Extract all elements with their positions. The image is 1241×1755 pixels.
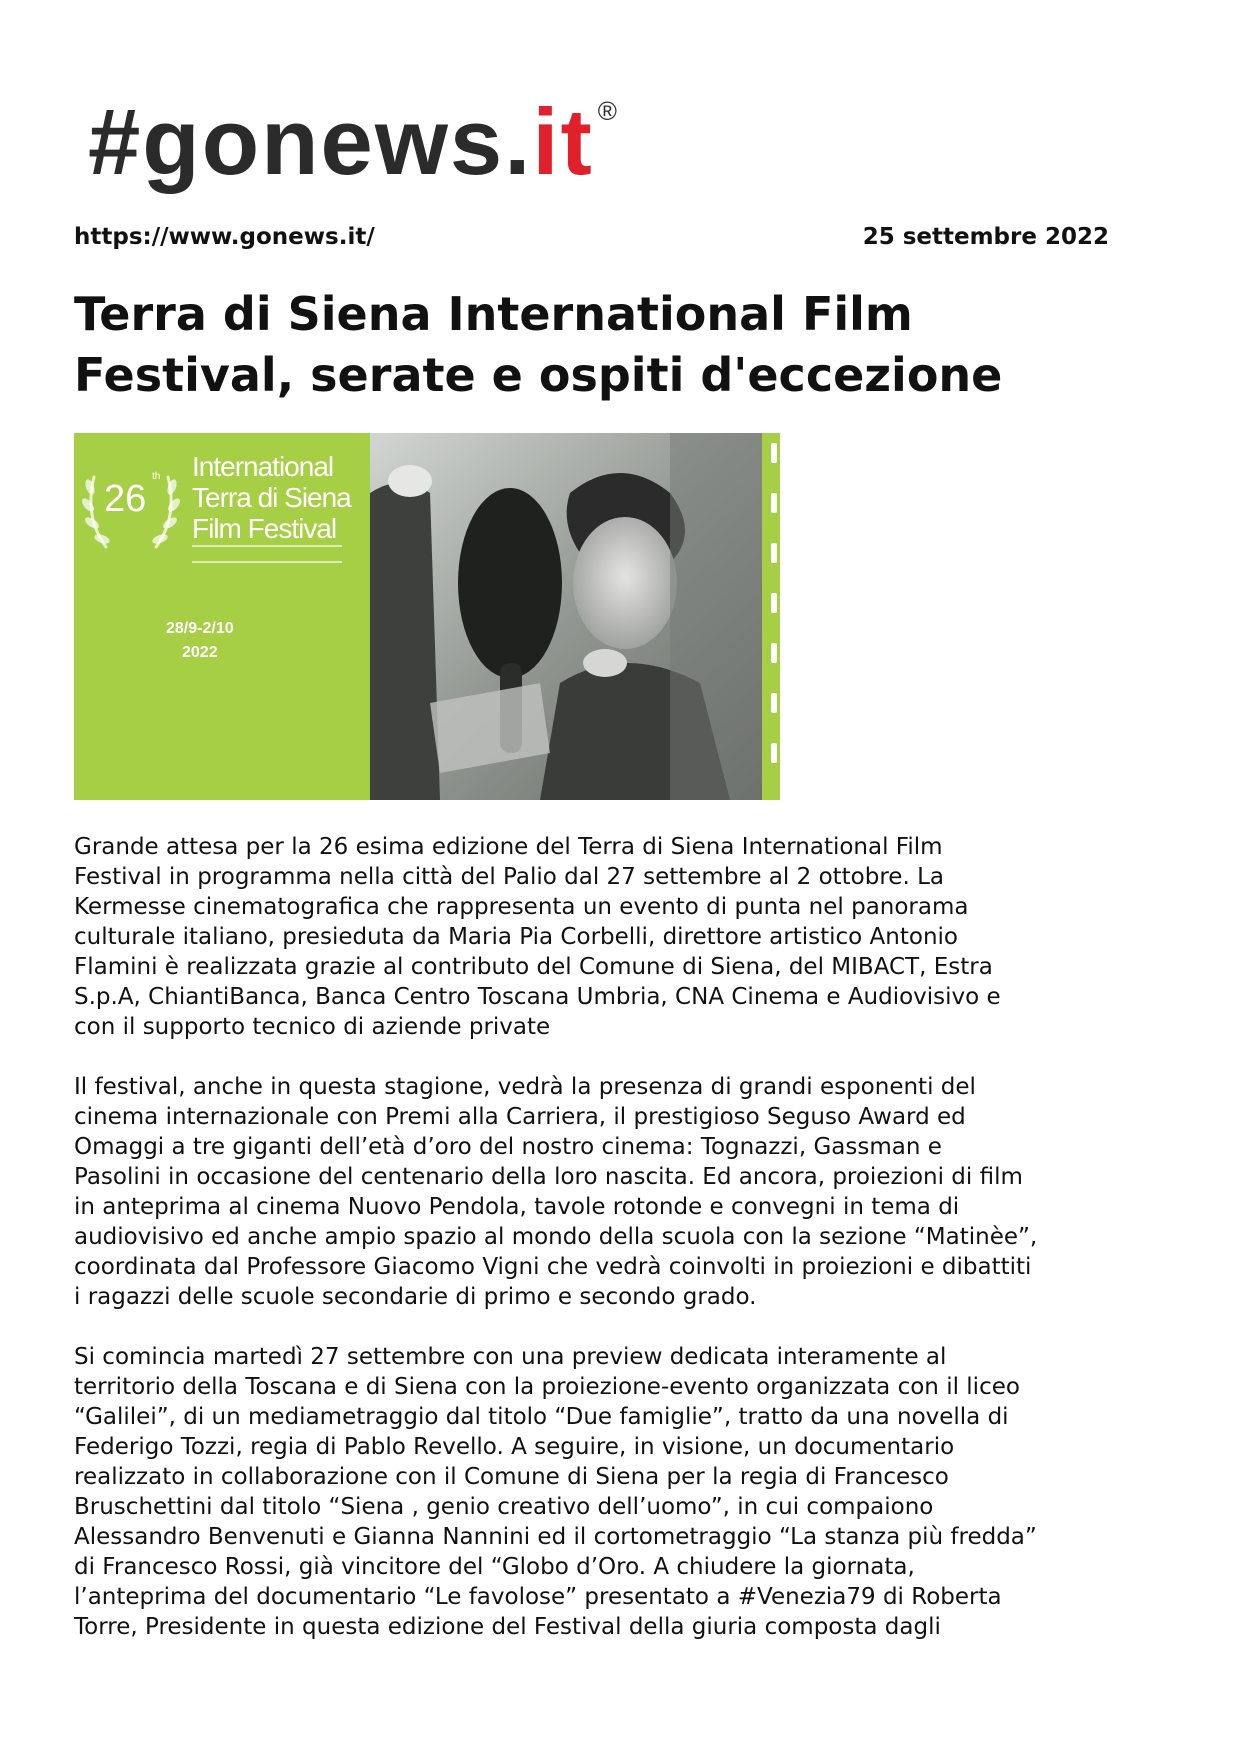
poster-line-3: Film Festival <box>192 513 337 544</box>
text-line: culturale italiano, presieduta da Maria Pia Corbelli, direttore artistico Antonio <box>74 924 958 950</box>
text-line: “Galilei”, di un mediametraggio dal titolo “Due famiglie”, tratto da una novella di <box>74 1404 1009 1430</box>
title-line-1: Terra di Siena International Film <box>74 287 913 341</box>
film-still-photo <box>370 433 762 800</box>
logo-main-text: #gonews. <box>88 89 533 194</box>
text-line: realizzato in collaborazione con il Comune di Siena per la regia di Francesco <box>74 1464 949 1490</box>
logo-accent-text: it <box>532 89 594 194</box>
text-line: S.p.A, ChiantiBanca, Banca Centro Toscana Umbria, CNA Cinema e Audiovisivo e <box>74 984 1001 1010</box>
poster-festival-name <box>192 451 351 544</box>
poster-line-2: Terra di Siena <box>192 482 351 513</box>
text-line: di Francesco Rossi, già vincitore del “Globo d’Oro. A chiudere la giornata, <box>74 1554 915 1580</box>
text-line: Grande attesa per la 26 esima edizione del Terra di Siena International Film <box>74 834 943 860</box>
text-line: Flamini è realizzata grazie al contributo del Comune di Siena, del MIBACT, Estra <box>74 954 993 980</box>
article-title <box>74 284 1164 406</box>
text-line: Festival in programma nella città del Palio dal 27 settembre al 2 ottobre. La <box>74 864 944 890</box>
text-line: Alessandro Benvenuti e Gianna Nannini ed il cortometraggio “La stanza più fredda” <box>74 1524 1037 1550</box>
text-line: Bruschettini dal titolo “Siena , genio creativo dell’uomo”, in cui compaiono <box>74 1494 934 1520</box>
film-strip-edge <box>768 433 780 800</box>
edition-number: 26 <box>104 478 147 520</box>
paragraph-1 <box>74 832 1144 1042</box>
text-line: Kermesse cinematografica che rappresenta un evento di punta nel panorama <box>74 894 969 920</box>
article-body <box>74 832 1144 1672</box>
gonews-logo[interactable] <box>88 89 619 215</box>
paragraph-2 <box>74 1072 1144 1312</box>
text-line: con il supporto tecnico di aziende private <box>74 1014 551 1040</box>
text-line: coordinata dal Professore Giacomo Vigni che vedrà coinvolti in proiezioni e dibattiti <box>74 1254 1032 1280</box>
text-line: cinema internazionale con Premi alla Carriera, il prestigioso Seguso Award ed <box>74 1104 966 1130</box>
text-line: audiovisivo ed anche ampio spazio al mondo della scuola con la sezione “Matinèe”, <box>74 1224 1038 1250</box>
poster-fine-print <box>192 545 342 563</box>
text-line: Federigo Tozzi, regia di Pablo Revello. A seguire, in visione, un documentario <box>74 1434 955 1460</box>
text-line: Si comincia martedì 27 settembre con una preview dedicata interamente al <box>74 1344 947 1370</box>
registered-mark: ® <box>597 96 619 126</box>
festival-poster-image <box>74 433 780 800</box>
text-line: Omaggi a tre giganti dell’età d’oro del nostro cinema: Tognazzi, Gassman e <box>74 1134 942 1160</box>
poster-dates <box>166 617 234 665</box>
text-line: territorio della Toscana e di Siena con la proiezione-evento organizzata con il liceo <box>74 1374 1020 1400</box>
poster-line-1: International <box>192 451 334 482</box>
text-line: Pasolini in occasione del centenario della loro nascita. Ed ancora, proiezioni di film <box>74 1164 1023 1190</box>
title-line-2: Festival, serate e ospiti d'eccezione <box>74 348 1003 402</box>
paragraph-3 <box>74 1342 1144 1642</box>
poster-date-range: 28/9-2/10 <box>166 620 234 637</box>
poster-year: 2022 <box>182 644 218 661</box>
text-line: Il festival, anche in questa stagione, vedrà la presenza di grandi esponenti del <box>74 1074 976 1100</box>
edition-suffix: th <box>152 471 161 482</box>
text-line: in anteprima al cinema Nuovo Pendola, tavole rotonde e convegni in tema di <box>74 1194 960 1220</box>
text-line: i ragazzi delle scuole secondarie di primo e secondo grado. <box>74 1284 757 1310</box>
text-line: l’anteprima del documentario “Le favolose” presentato a #Venezia79 di Roberta <box>74 1584 1002 1610</box>
publish-date: 25 settembre 2022 <box>862 224 1109 250</box>
article-meta <box>74 224 1109 250</box>
source-url[interactable]: https://www.gonews.it/ <box>74 224 375 250</box>
text-line: Torre, Presidente in questa edizione del Festival della giuria composta dagli <box>74 1614 941 1640</box>
